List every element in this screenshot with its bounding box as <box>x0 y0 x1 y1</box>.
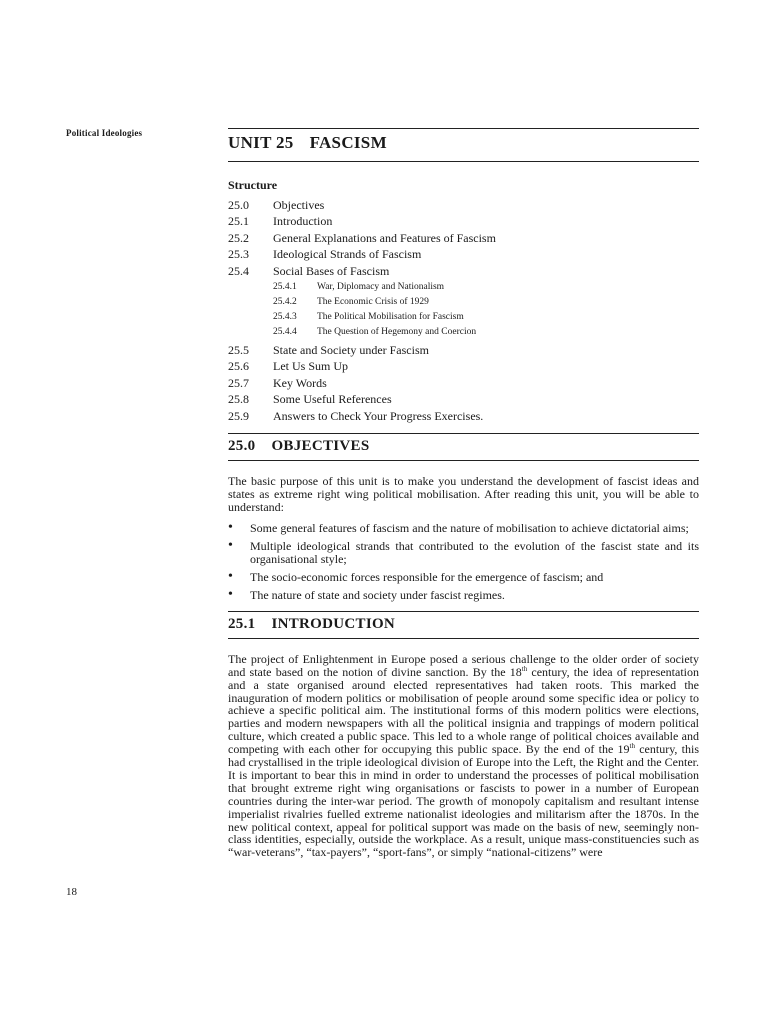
toc-item-label: Some Useful References <box>273 392 392 407</box>
toc-item <box>228 295 699 310</box>
toc-item-number: 25.4.1 <box>273 282 297 293</box>
running-header: Political Ideologies <box>66 128 143 138</box>
divider <box>228 460 699 461</box>
toc-list <box>228 197 699 279</box>
toc-item <box>228 213 699 229</box>
toc-item-label: War, Diplomacy and Nationalism <box>317 282 445 293</box>
toc-item-number: 25.4 <box>228 263 249 278</box>
introduction-paragraph: The project of Enlightenment in Europe posed a serious challenge to the older order of society and state based on the notion of divine sanction. By the 18th century, the idea of representation and a state organised around elected representatives had taken roots. This marked the inauguration of modern politics or mobilisation of people around some specific idea or policy to achieve a specific political aim. The institutional forms of this modern politics were elections, parties and modern newspapers with all the political insignia and trappings of modern political culture, which created a public space. This led to a whole range of political choices available and competing with each other for occupying this public space. By the end of the 19th century, this had crystallised in the triple ideological division of Europe into the Left, the Right and the Center. It is important to bear this in mind in order to understand the processes of political mobilisation that brought extreme right wing organisations or fascists to power in a number of European countries during the inter-war period. The growth of monopoly capitalism and resultant intense imperialist rivalries fuelled extreme nationalist ideologies and militarism after the 1870s. In the new political context, appeal for political support was made on the basis of new, seemingly non-class identities, especially, outside the workplace. As a result, unique mass-constituencies such as “war-veterans”, “tax-payers”, “sport-fans”, or simply “national-citizens” were <box>228 651 699 860</box>
toc-item <box>228 197 699 213</box>
section-heading-objectives <box>228 438 699 455</box>
toc-item-label: Key Words <box>273 375 327 390</box>
toc-item <box>228 325 699 340</box>
bullet-icon: • <box>228 568 233 584</box>
toc-item <box>228 263 699 279</box>
toc-item-label: State and Society under Fascism <box>273 343 429 358</box>
section-number: 25.1 <box>228 615 256 632</box>
toc-item-number: 25.7 <box>228 375 249 390</box>
list-item-text: The socio-economic forces responsible for the emergence of fascism; and <box>250 569 604 584</box>
toc-item-number: 25.5 <box>228 343 249 358</box>
list-item <box>228 586 699 602</box>
bullet-icon: • <box>228 537 233 553</box>
unit-title <box>228 133 699 153</box>
toc-item-number: 25.6 <box>228 359 249 374</box>
toc-item-number: 25.9 <box>228 408 249 423</box>
bullet-icon: • <box>228 586 233 602</box>
toc-item-number: 25.4.4 <box>273 327 297 338</box>
structure-heading: Structure <box>228 178 278 192</box>
toc-item <box>228 246 699 262</box>
list-item-text: Some general features of fascism and the nature of mobilisation to achieve dictatorial aims; <box>250 520 689 535</box>
toc-item-number: 25.8 <box>228 392 249 407</box>
toc-item-label: Answers to Check Your Progress Exercises. <box>273 408 484 423</box>
divider <box>228 433 699 434</box>
list-item-text: The nature of state and society under fascist regimes. <box>250 587 505 602</box>
toc-item-label: Ideological Strands of Fascism <box>273 247 422 262</box>
toc-item-label: General Explanations and Features of Fascism <box>273 230 496 245</box>
section-title: INTRODUCTION <box>271 615 396 632</box>
toc-item <box>228 391 699 407</box>
list-item-text: Multiple ideological strands that contributed to the evolution of the fascist state and its organisational style; <box>250 538 699 566</box>
toc-sublist <box>228 280 699 340</box>
divider <box>228 161 699 162</box>
toc-item-label: Objectives <box>273 198 325 212</box>
section-heading-introduction <box>228 616 699 633</box>
toc-item <box>228 230 699 246</box>
toc-item-label: Let Us Sum Up <box>273 359 348 374</box>
list-item <box>228 519 699 535</box>
objectives-list <box>228 519 699 602</box>
toc-item-number: 25.1 <box>228 214 249 229</box>
toc-item-label: Social Bases of Fascism <box>273 263 390 278</box>
toc-item <box>228 358 699 374</box>
toc-item-label: The Economic Crisis of 1929 <box>317 297 429 308</box>
toc-item <box>228 375 699 391</box>
divider <box>228 611 699 612</box>
toc-item-number: 25.4.2 <box>273 297 297 308</box>
toc-item-label: Introduction <box>273 214 333 229</box>
toc-item <box>228 310 699 325</box>
list-item <box>228 568 699 584</box>
toc-item <box>228 342 699 358</box>
divider <box>228 638 699 639</box>
toc-list <box>228 342 699 424</box>
divider <box>228 128 699 129</box>
page-number: 18 <box>66 886 77 898</box>
section-title: OBJECTIVES <box>271 438 370 455</box>
toc-item-number: 25.4.3 <box>273 312 297 323</box>
toc-item <box>228 408 699 424</box>
objectives-intro: The basic purpose of this unit is to make you understand the development of fascist ideas and states as extreme right wing political mobilisation. After reading this unit, you will be able to understand: <box>228 474 699 514</box>
toc-item-label: The Political Mobilisation for Fascism <box>317 312 464 323</box>
unit-name: FASCISM <box>309 133 387 152</box>
toc-item <box>228 280 699 295</box>
page-content <box>228 128 699 859</box>
toc-item-number: 25.0 <box>228 198 249 212</box>
toc-item-label: The Question of Hegemony and Coercion <box>317 327 477 338</box>
list-item <box>228 537 699 566</box>
toc-item-number: 25.2 <box>228 230 249 245</box>
section-number: 25.0 <box>228 438 256 455</box>
toc-item-number: 25.3 <box>228 247 249 262</box>
unit-number: UNIT 25 <box>228 133 294 152</box>
bullet-icon: • <box>228 519 233 535</box>
